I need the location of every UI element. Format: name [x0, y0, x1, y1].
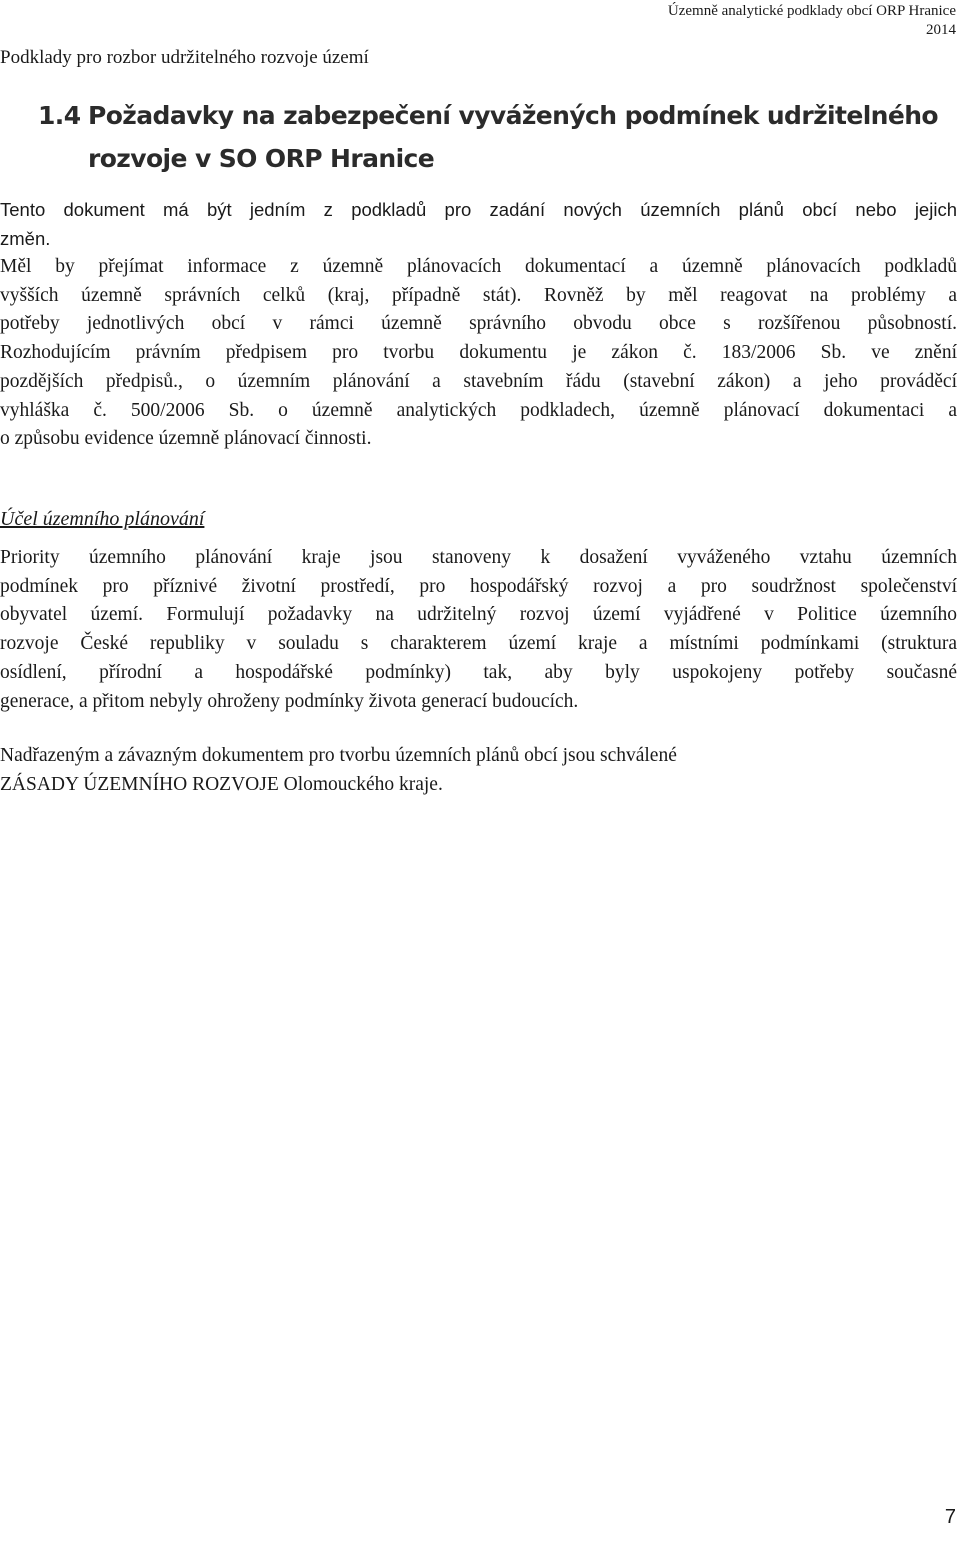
intro-line: vyhláška č. 500/2006 Sb. o územně analytických podkladech, územně plánovací dokumentaci a [0, 399, 957, 421]
paragraph-line: generace, a přitom nebyly ohroženy podmínky života generací budoucích. [0, 690, 579, 712]
section-title: Účel územního plánování [0, 508, 205, 530]
chapter-number: 1.4 [38, 101, 81, 130]
chapter-title-line2: rozvoje v SO ORP Hranice [88, 144, 435, 173]
intro-line: vyšších územně správních celků (kraj, případně stát). Rovněž by měl reagovat na problémy a [0, 284, 957, 306]
paragraph-line: rozvoje České republiky v souladu s charakterem území kraje a místními podmínkami (struktura [0, 633, 957, 655]
chapter-title-line1: Požadavky na zabezpečení vyvážených podmínek udržitelného [88, 101, 938, 130]
intro-paragraph-continued [0, 253, 957, 454]
intro-line: potřeby jednotlivých obcí v rámci územně správního obvodu obce s rozšířenou působností. [0, 313, 957, 335]
page-number: 7 [944, 1506, 956, 1528]
header-year: 2014 [926, 22, 956, 38]
section-paragraph-1 [0, 544, 957, 716]
document-header-left: Podklady pro rozbor udržitelného rozvoje území [0, 47, 369, 68]
intro-line: o způsobu evidence územně plánovací činnosti. [0, 428, 372, 450]
chapter-heading-line1 [38, 94, 938, 137]
chapter-heading [38, 94, 938, 180]
intro-line: pozdějších předpisů., o územním plánování a stavebním řádu (stavební zákon) a jeho prováděcí [0, 370, 957, 392]
intro-line: Měl by přejímat informace z územně plánovacích dokumentací a územně plánovacích podkladů [0, 256, 957, 277]
paragraph-line: ZÁSADY ÚZEMNÍHO ROZVOJE Olomouckého kraje. [0, 773, 443, 795]
paragraph-line: podmínek pro příznivé životní prostředí, pro hospodářský rozvoj a pro soudržnost společenství [0, 575, 957, 597]
paragraph-line: Nadřazeným a závazným dokumentem pro tvorbu územních plánů obcí jsou schválené [0, 745, 677, 766]
intro-line: Rozhodujícím právním předpisem pro tvorbu dokumentu je zákon č. 183/2006 Sb. ve znění [0, 342, 957, 364]
intro-line: Tento dokument má být jedním z podkladů pro zadání nových územních plánů obcí nebo jejich [0, 199, 957, 220]
intro-paragraph [0, 196, 957, 253]
section-paragraph-2 [0, 742, 957, 799]
document-header-right [668, 2, 956, 40]
paragraph-line: obyvatel území. Formulují požadavky na udržitelný rozvoj území vyjádřené v Politice územního [0, 604, 957, 626]
intro-line: změn. [0, 227, 51, 249]
paragraph-line: Priority územního plánování kraje jsou stanoveny k dosažení vyváženého vztahu územních [0, 547, 957, 568]
header-document-title: Územně analytické podklady obcí ORP Hranice [667, 3, 956, 19]
paragraph-line: osídlení, přírodní a hospodářské podmínky) tak, aby byly uspokojeny potřeby současné [0, 661, 957, 683]
